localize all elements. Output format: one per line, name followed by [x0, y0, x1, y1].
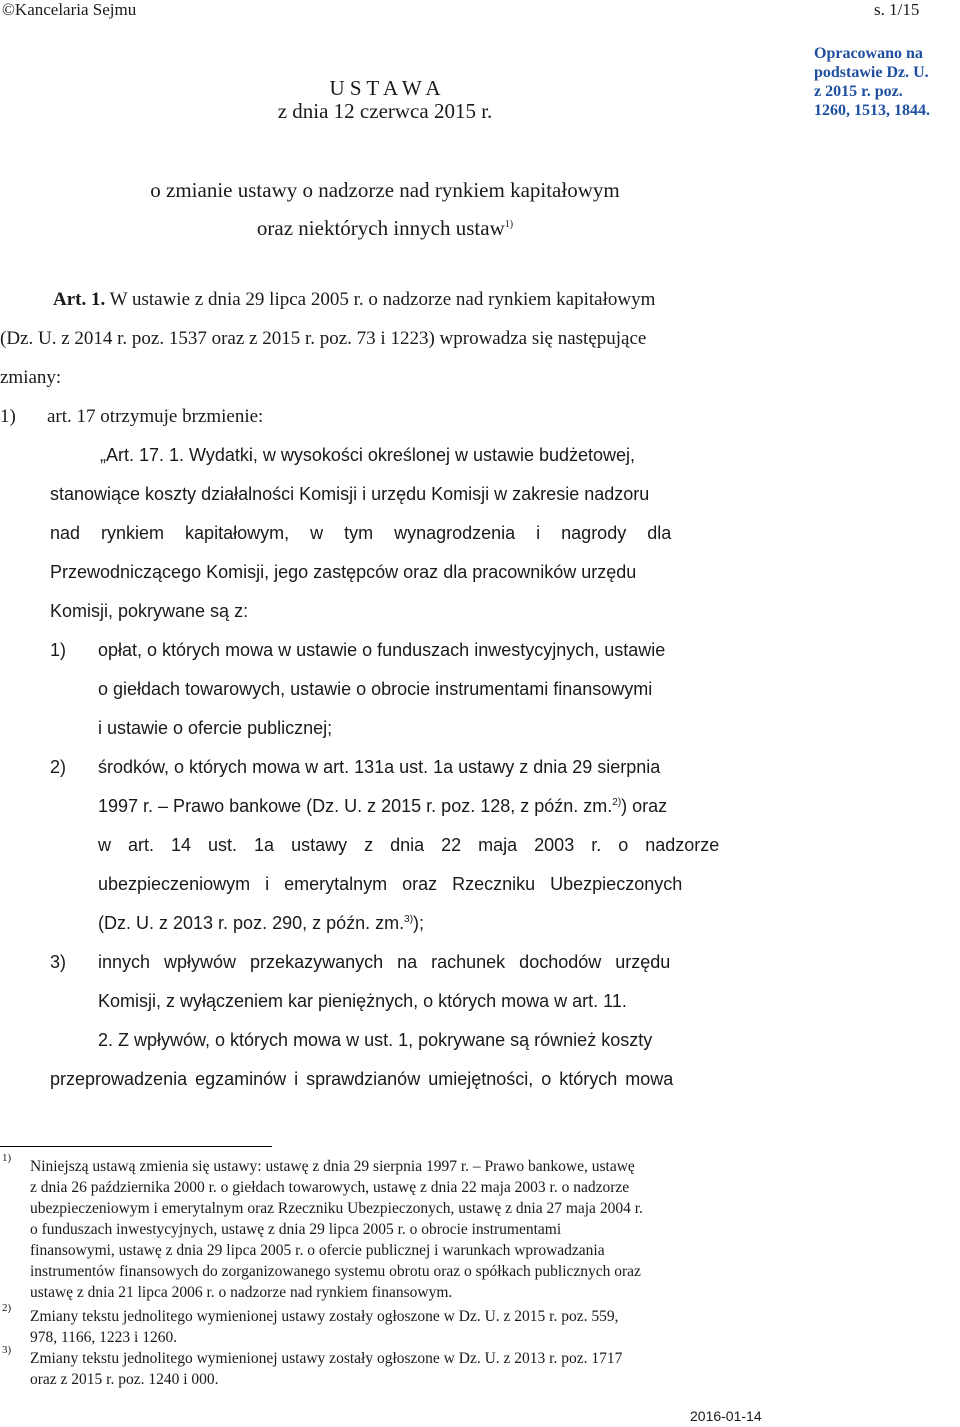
quote-point-1-line-2: o giełdach towarowych, ustawie o obrocie instrumentami finansowymi — [98, 679, 653, 699]
quote-point-2-line-1: środków, o których mowa w art. 131a ust. 1a ustawy z dnia 29 sierpnia — [98, 757, 661, 777]
footnote-line: o funduszach inwestycyjnych, ustawę z dnia 29 lipca 2005 r. o obrocie instrumentami — [30, 1221, 562, 1238]
consolidation-line: Opracowano na — [814, 45, 923, 62]
footer-date: 2016-01-14 — [690, 1408, 762, 1424]
footnote-line: Niniejszą ustawą zmienia się ustawy: ustawę z dnia 29 sierpnia 1997 r. – Prawo bankowe, ustawę — [30, 1158, 635, 1175]
footnote-3-text — [30, 1348, 622, 1390]
act-subject-line-1: o zmianie ustawy o nadzorze nad rynkiem kapitałowym — [150, 178, 620, 202]
quote-point-2-line-2: 1997 r. – Prawo bankowe (Dz. U. z 2015 r. poz. 128, z późn. zm.$^{2)}$) oraz — [98, 796, 668, 816]
quote-section-2-line-2: przeprowadzenia egzaminów i sprawdzianów umiejętności, o których mowa — [50, 1069, 674, 1089]
article-1-line-1: Art. 1. W ustawie z dnia 29 lipca 2005 r. o nadzorze nad rynkiem kapitałowym — [53, 289, 656, 310]
quote-point-1-number: 1) — [50, 640, 67, 660]
quote-point-1-line-3: i ustawie o ofercie publicznej; — [98, 718, 333, 738]
footnote-1-text — [30, 1156, 643, 1303]
point-1-number: 1) — [0, 406, 16, 427]
article-1-label: Art. 1. — [53, 289, 106, 310]
footnote-2-number: 2) — [2, 1302, 12, 1314]
quote-point-3-line-2: Komisji, z wyłączeniem kar pieniężnych, o których mowa w art. 11. — [98, 991, 627, 1011]
copyright-notice: ©Kancelaria Sejmu — [2, 0, 137, 19]
footnote-line: Zmiany tekstu jednolitego wymienionej ustawy zostały ogłoszone w Dz. U. z 2015 r. poz. 559, — [30, 1308, 619, 1325]
consolidation-note — [814, 44, 954, 120]
article-1-line-2: (Dz. U. z 2014 r. poz. 1537 oraz z 2015 r. poz. 73 i 1223) wprowadza się następujące — [0, 328, 647, 349]
quote-point-3-line-1: innych wpływów przekazywanych na rachunek dochodów urzędu — [98, 952, 671, 972]
article-1-line-3: zmiany: — [0, 367, 62, 388]
quote-line-5: Komisji, pokrywane są z: — [50, 601, 249, 621]
footnote-ref: 1) — [504, 219, 514, 230]
quote-point-2-line-3: w art. 14 ust. 1a ustawy z dnia 22 maja 2003 r. o nadzorze — [98, 835, 720, 855]
footnote-line: oraz z 2015 r. poz. 1240 i 000. — [30, 1371, 219, 1388]
footnote-2-text — [30, 1306, 618, 1348]
quote-point-1-line-1: opłat, o których mowa w ustawie o funduszach inwestycyjnych, ustawie — [98, 640, 666, 660]
footnote-line: z dnia 26 października 2000 r. o giełdach towarowych, ustawę z dnia 22 maja 2003 r. o nadzorze — [30, 1179, 630, 1196]
consolidation-line: 1260, 1513, 1844. — [814, 102, 930, 119]
page-number: s. 1/15 — [874, 0, 920, 19]
footnote-line: ustawę z dnia 21 lipca 2006 r. o nadzorze nad rynkiem finansowym. — [30, 1284, 453, 1301]
footnote-ref: 3) — [404, 914, 414, 925]
act-date: z dnia 12 czerwca 2015 r. — [277, 99, 493, 123]
quote-point-3-number: 3) — [50, 952, 67, 972]
consolidation-line: podstawie Dz. U. — [814, 64, 929, 81]
footnote-1-number: 1) — [2, 1152, 12, 1164]
point-1-text: art. 17 otrzymuje brzmienie: — [47, 406, 264, 427]
footnote-3-number: 3) — [2, 1344, 12, 1356]
footnote-ref: 2) — [612, 797, 622, 808]
quote-line-2: stanowiące koszty działalności Komisji i urzędu Komisji w zakresie nadzoru — [50, 484, 650, 504]
act-subject-line-2: oraz niektórych innych ustaw$^{1)}$ — [256, 216, 514, 240]
footnote-line: 978, 1166, 1223 i 1260. — [30, 1329, 178, 1346]
quote-point-2-line-5: (Dz. U. z 2013 r. poz. 290, z późn. zm.$^{3)}$); — [98, 913, 425, 933]
act-type-heading: U S T A W A — [329, 76, 441, 100]
footnote-line: instrumentów finansowych do zorganizowanego systemu obrotu oraz o spółkach publicznych oraz — [30, 1263, 641, 1280]
quote-section-2-line-1: 2. Z wpływów, o których mowa w ust. 1, pokrywane są również koszty — [98, 1030, 653, 1050]
footnote-line: ubezpieczeniowym i emerytalnym oraz Rzeczniku Ubezpieczonych, ustawę z dnia 27 maja 2004 r. — [30, 1200, 643, 1217]
footnote-line: Zmiany tekstu jednolitego wymienionej ustawy zostały ogłoszone w Dz. U. z 2013 r. poz. 1717 — [30, 1350, 623, 1367]
quote-line-3: nad rynkiem kapitałowym, w tym wynagrodzenia i nagrody dla — [50, 523, 672, 543]
quote-point-2-line-4: ubezpieczeniowym i emerytalnym oraz Rzeczniku Ubezpieczonych — [98, 874, 683, 894]
quote-line-4: Przewodniczącego Komisji, jego zastępców oraz dla pracowników urzędu — [50, 562, 637, 582]
footnote-line: finansowymi, ustawę z dnia 29 lipca 2005 r. o ofercie publicznej i warunkach wprowadzania — [30, 1242, 605, 1259]
consolidation-line: z 2015 r. poz. — [814, 83, 903, 100]
footnote-separator — [0, 1146, 272, 1147]
quote-point-2-number: 2) — [50, 757, 67, 777]
quote-line-1: „Art. 17. 1. Wydatki, w wysokości określonej w ustawie budżetowej, — [100, 445, 636, 465]
